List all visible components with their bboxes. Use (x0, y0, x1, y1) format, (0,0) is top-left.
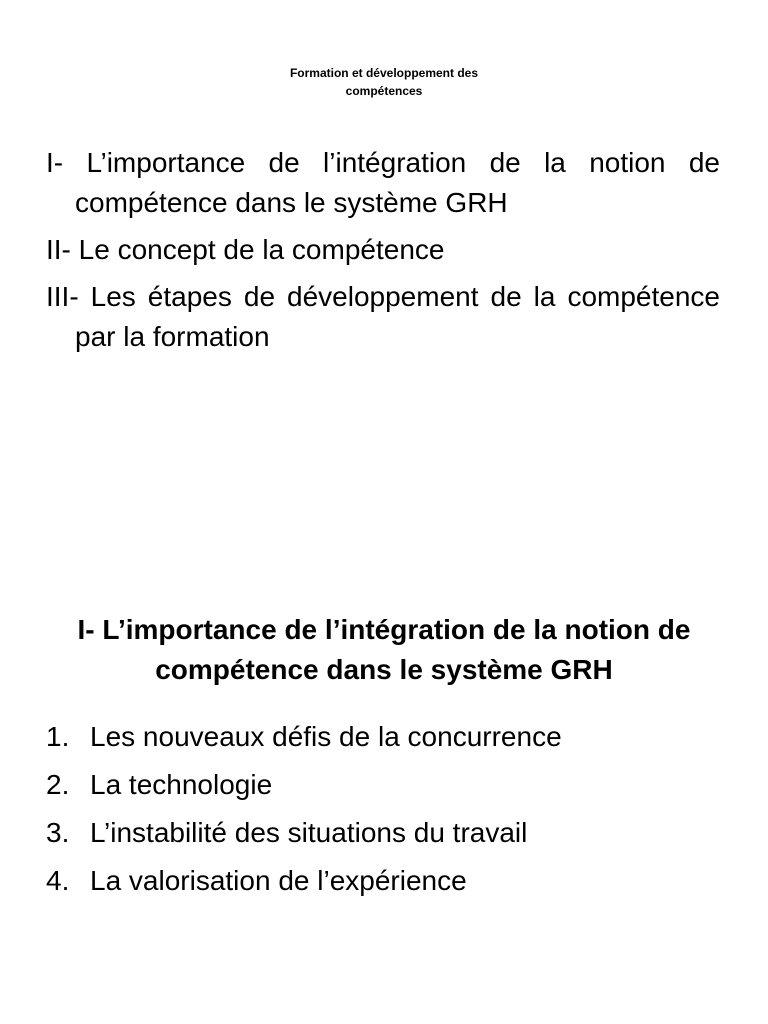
document-title-line-1: Formation et développement des (289, 66, 479, 80)
document-title-line-2: compétences (345, 84, 423, 98)
list-item-text: L’instabilité des situations du travail (90, 817, 528, 848)
section-heading-line-1: I- L’importance de l’intégration de la notion de (77, 614, 691, 645)
list-item (46, 765, 720, 805)
outline-item-2: II- Le concept de la compétence (46, 234, 445, 265)
outline-list (46, 143, 720, 364)
list-item-text: Les nouveaux défis de la concurrence (90, 721, 562, 752)
outline-item-3: III- Les étapes de développement de la compétence par la formation (46, 281, 720, 352)
section-heading (30, 610, 738, 690)
list-item-text: La valorisation de l’expérience (90, 865, 467, 896)
list-item-number: 1. (46, 721, 70, 752)
list-item (46, 717, 720, 757)
list-item-text: La technologie (90, 769, 273, 800)
numbered-list (46, 717, 720, 909)
list-item-number: 4. (46, 865, 70, 896)
list-item (46, 861, 720, 901)
list-item-number: 3. (46, 817, 70, 848)
list-item-number: 2. (46, 769, 70, 800)
section-heading-line-2: compétence dans le système GRH (155, 654, 613, 685)
list-item (46, 813, 720, 853)
outline-item-1: I- L’importance de l’intégration de la notion de compétence dans le système GRH (46, 147, 720, 218)
document-title (0, 64, 768, 100)
